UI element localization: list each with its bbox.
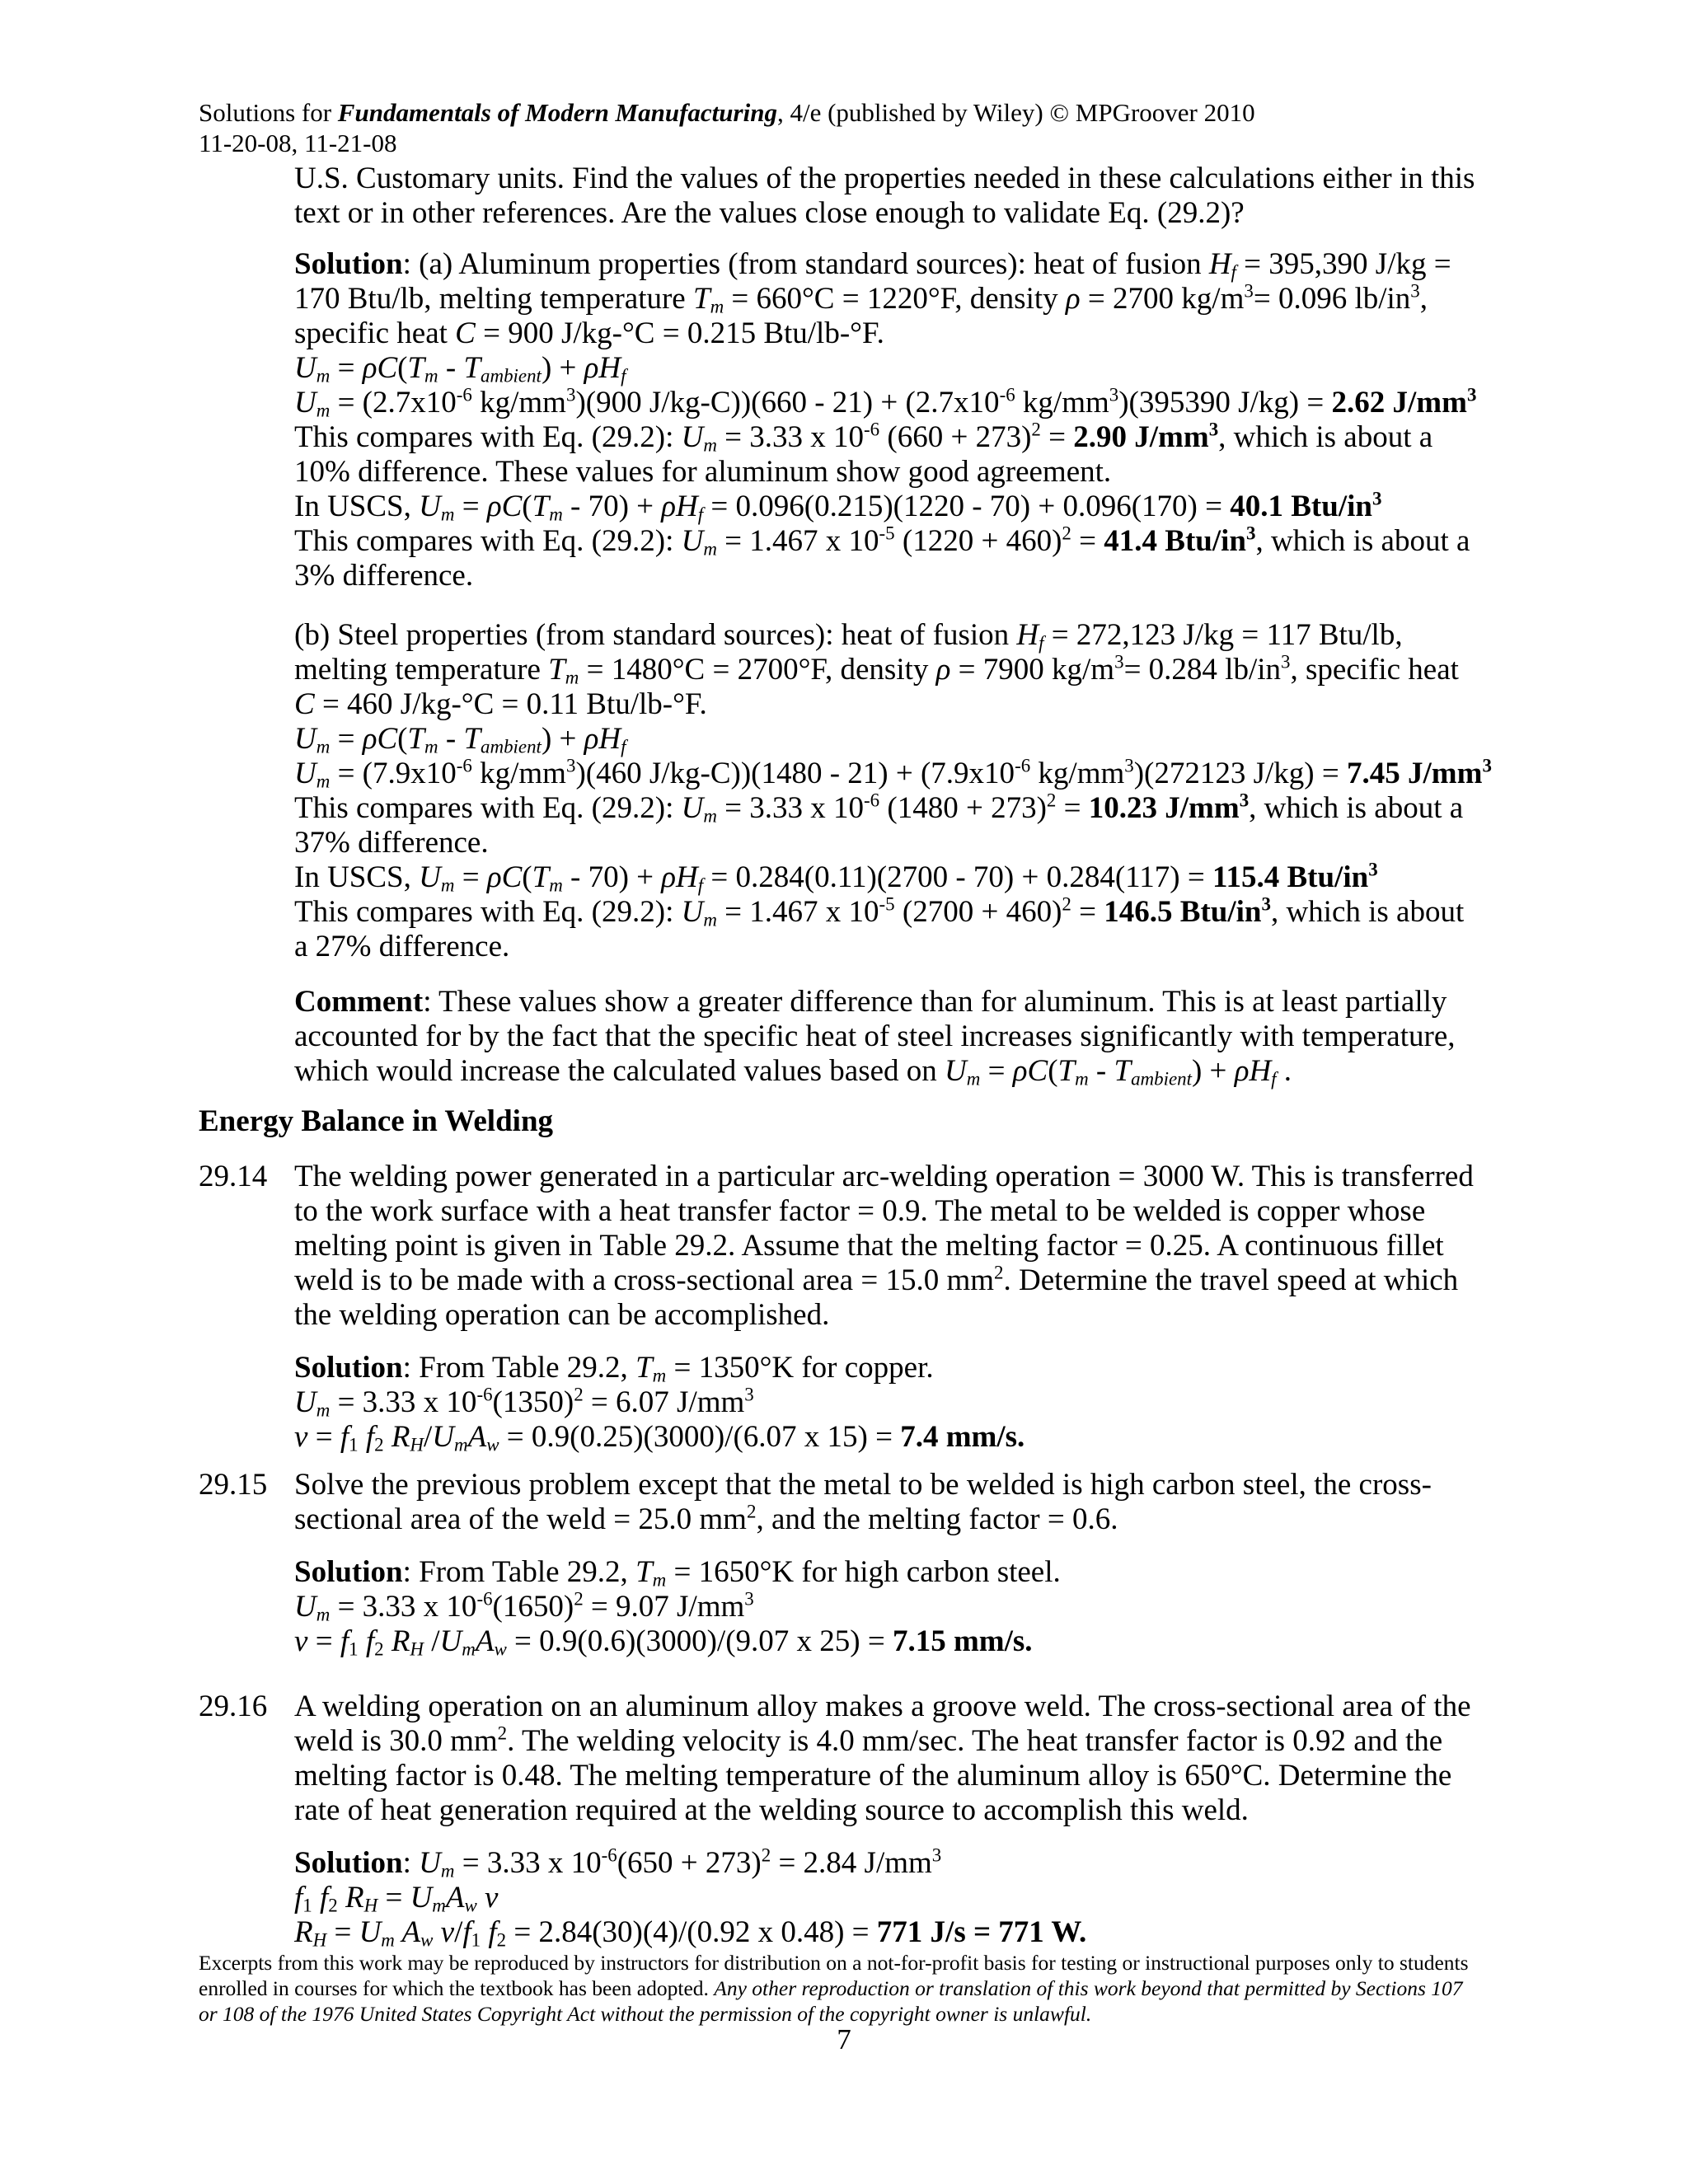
problem-number: 29.15: [199, 1468, 268, 1502]
header-prefix: Solutions for: [199, 98, 338, 127]
equation-line: In USCS, $U_m = \rho C(T_m - 70) + \rho H_f = 0.096(0.215)(1220 - 70) + 0.096(170) = 40.1$ Btu/$in^3$: [294, 488, 1382, 525]
problem-statement: A welding operation on an aluminum alloy makes a groove weld. The cross-sectional area of the weld is 30.0 $mm^2$. The welding velocity is 4.0 mm/sec. The heat transfer factor is 0.92 and the melting factor is 0.48. The melting temperature of the aluminum alloy is 650°C. Determine the rate of heat generation required at the welding source to accomplish this weld.: [294, 1690, 1471, 1827]
equation-line: $U_m = \rho C(T_m - T_{ambient}) + \rho H_f$: [294, 722, 626, 757]
comparison-text: This compares with Eq. (29.2): $U_m = 1.467$ x $10^{-5}$ $(2700 + 460)^2 = 146.5$ Btu/$in^3$, which is about a 27% difference.: [294, 893, 1465, 963]
header-suffix: , 4/e (published by Wiley) © MPGroover 2010: [776, 98, 1255, 127]
solution-part-a: [294, 247, 1481, 593]
problem-29-15: [199, 1468, 1481, 1659]
problem-number: 29.14: [199, 1160, 268, 1193]
problem-statement: Solve the previous problem except that the metal to be welded is high carbon steel, the cross-sectional area of the weld = 25.0 $mm^2$, and the melting factor = 0.6.: [294, 1468, 1432, 1536]
problem-number: 29.16: [199, 1690, 268, 1723]
solution-a-text: Solution: (a) Aluminum properties (from standard sources): heat of fusion $H_f = 395,390$ J/kg = 170 Btu/lb, melting temperature $T_m = 660^\circ C = 1220^\circ F$, density ρ = 2700 $kg/m^3= 0.096$ $lb/in^3$, specific heat C = 900 J/kg-°C = 0.215 Btu/lb-°F.: [294, 247, 1451, 350]
problem-solution: Solution: From Table 29.2, $T_m = 1650^\circ K$ for high carbon steel. $U_m = 3.33$ x $10^{-6}(1650)^2 = 9.07$ $J/mm^3$ $v = f_1$ $f_2$ $R_H$ $/U_mA_w = 0.9(0.6)(3000)/(9.07$ x 25) = 7.15 mm/s.: [294, 1555, 1061, 1660]
problem-29-14: [199, 1160, 1481, 1455]
intro-paragraph: U.S. Customary units. Find the values of the properties needed in these calculations either in this text or in other references. Are the values close enough to validate Eq. (29.2)?: [294, 162, 1475, 230]
section-heading: Energy Balance in Welding: [199, 1104, 554, 1138]
comparison-text: This compares with Eq. (29.2): $U_m = 3.33$ x $10^{-6}$ $(1480 + 273)^2 = 10.23$ $J/mm^3$, which is about a 37% difference.: [294, 790, 1464, 860]
problem-29-16: [199, 1690, 1481, 1950]
problem-statement: The welding power generated in a particular arc-welding operation = 3000 W. This is transferred to the work surface with a heat transfer factor = 0.9. The metal to be welded is copper whose melting point is given in Table 29.2. Assume that the melting factor = 0.25. A continuous fillet weld is to be made with a cross-sectional area = 15.0 $mm^2$. Determine the travel speed at which the welding operation can be accomplished.: [294, 1160, 1474, 1332]
copyright-footer: [199, 1950, 1484, 2027]
problem-solution: Solution: $U_m = 3.33$ x $10^{-6}(650 + 273)^2 = 2.84$ $J/mm^3$ $f_1$ $f_2$ $R_H = U_mA_w$ v $R_H = U_m$ $A_w$ $v/f_1$ $f_2 = 2.84(30)(4)/(0.92$ x 0.48) = 771 J/s = 771 W.: [294, 1844, 1087, 1951]
equation-line: $U_m = (7.9x10^{-6}$ $kg/mm^3)(460$ $J/kg-C))(1480 - 21) + (7.9x10^{-6}$ $kg/mm^3)(272123$ J/kg) = 7.45 $J/mm^3$: [294, 755, 1492, 792]
running-header: [199, 97, 1255, 129]
solution-b-text: (b) Steel properties (from standard sources): heat of fusion $H_f = 272,123$ J/kg = 117 Btu/lb, melting temperature $T_m = 1480^\circ C = 2700^\circ F$, density ρ = 7900 $kg/m^3= 0.284$ $lb/in^3$, specific heat C = 460 J/kg-°C = 0.11 Btu/lb-°F.: [294, 618, 1459, 721]
footer-text: Excerpts from this work may be reproduced by instructors for distribution on a not-for-profit basis for testing or instructional purposes only to students enrolled in courses for which the textbook has been adopted.: [199, 1951, 1469, 2000]
comparison-text: This compares with Eq. (29.2): $U_m = 3.33$ x $10^{-6}$ $(660 + 273)^2 = 2.90$ $J/mm^3$, which is about a 10% difference. These values for aluminum show good agreement.: [294, 419, 1433, 489]
equation-line: $U_m = (2.7x10^{-6}$ $kg/mm^3)(900$ $J/kg-C))(660 - 21) + (2.7x10^{-6}$ $kg/mm^3)(395390$ J/kg) = 2.62 $J/mm^3$: [294, 384, 1477, 421]
footer-italic: Any other reproduction or translation of this work beyond that permitted by Sections 107 or 108 of the 1976 United States Copyright Act without the permission of the copyright owner is unlawful.: [199, 1976, 1463, 2026]
equation-line: In USCS, $U_m = \rho C(T_m - 70) + \rho H_f = 0.284(0.11)(2700 - 70) + 0.284(117) = 115.4$ Btu/$in^3$: [294, 859, 1378, 896]
problem-solution: Solution: From Table 29.2, $T_m = 1350^\circ K$ for copper. $U_m = 3.33$ x $10^{-6}(1350)^2 = 6.07$ $J/mm^3$ $v = f_1$ $f_2$ $R_H/U_mA_w = 0.9(0.25)(3000)/(6.07$ x 15) = 7.4 mm/s.: [294, 1351, 1025, 1455]
book-title: Fundamentals of Modern Manufacturing: [337, 98, 777, 127]
solution-part-b: [294, 618, 1492, 964]
comment-paragraph: Comment: These values show a greater difference than for aluminum. This is at least partially accounted for by the fact that the specific heat of steel increases significantly with temperature, which would increase the calculated values based on $U_m = \rho C(T_m - T_{ambient}) + \rho H_f$ .: [294, 985, 1456, 1090]
equation-line: $U_m = \rho C(T_m - T_{ambient}) + \rho H_f$: [294, 351, 626, 387]
page-number: 7: [837, 2023, 851, 2055]
header-dates: 11-20-08, 11-21-08: [199, 129, 397, 157]
comparison-text: This compares with Eq. (29.2): $U_m = 1.467$ x $10^{-5}$ $(1220 + 460)^2 = 41.4$ Btu/$in^3$, which is about a 3% difference.: [294, 523, 1470, 593]
